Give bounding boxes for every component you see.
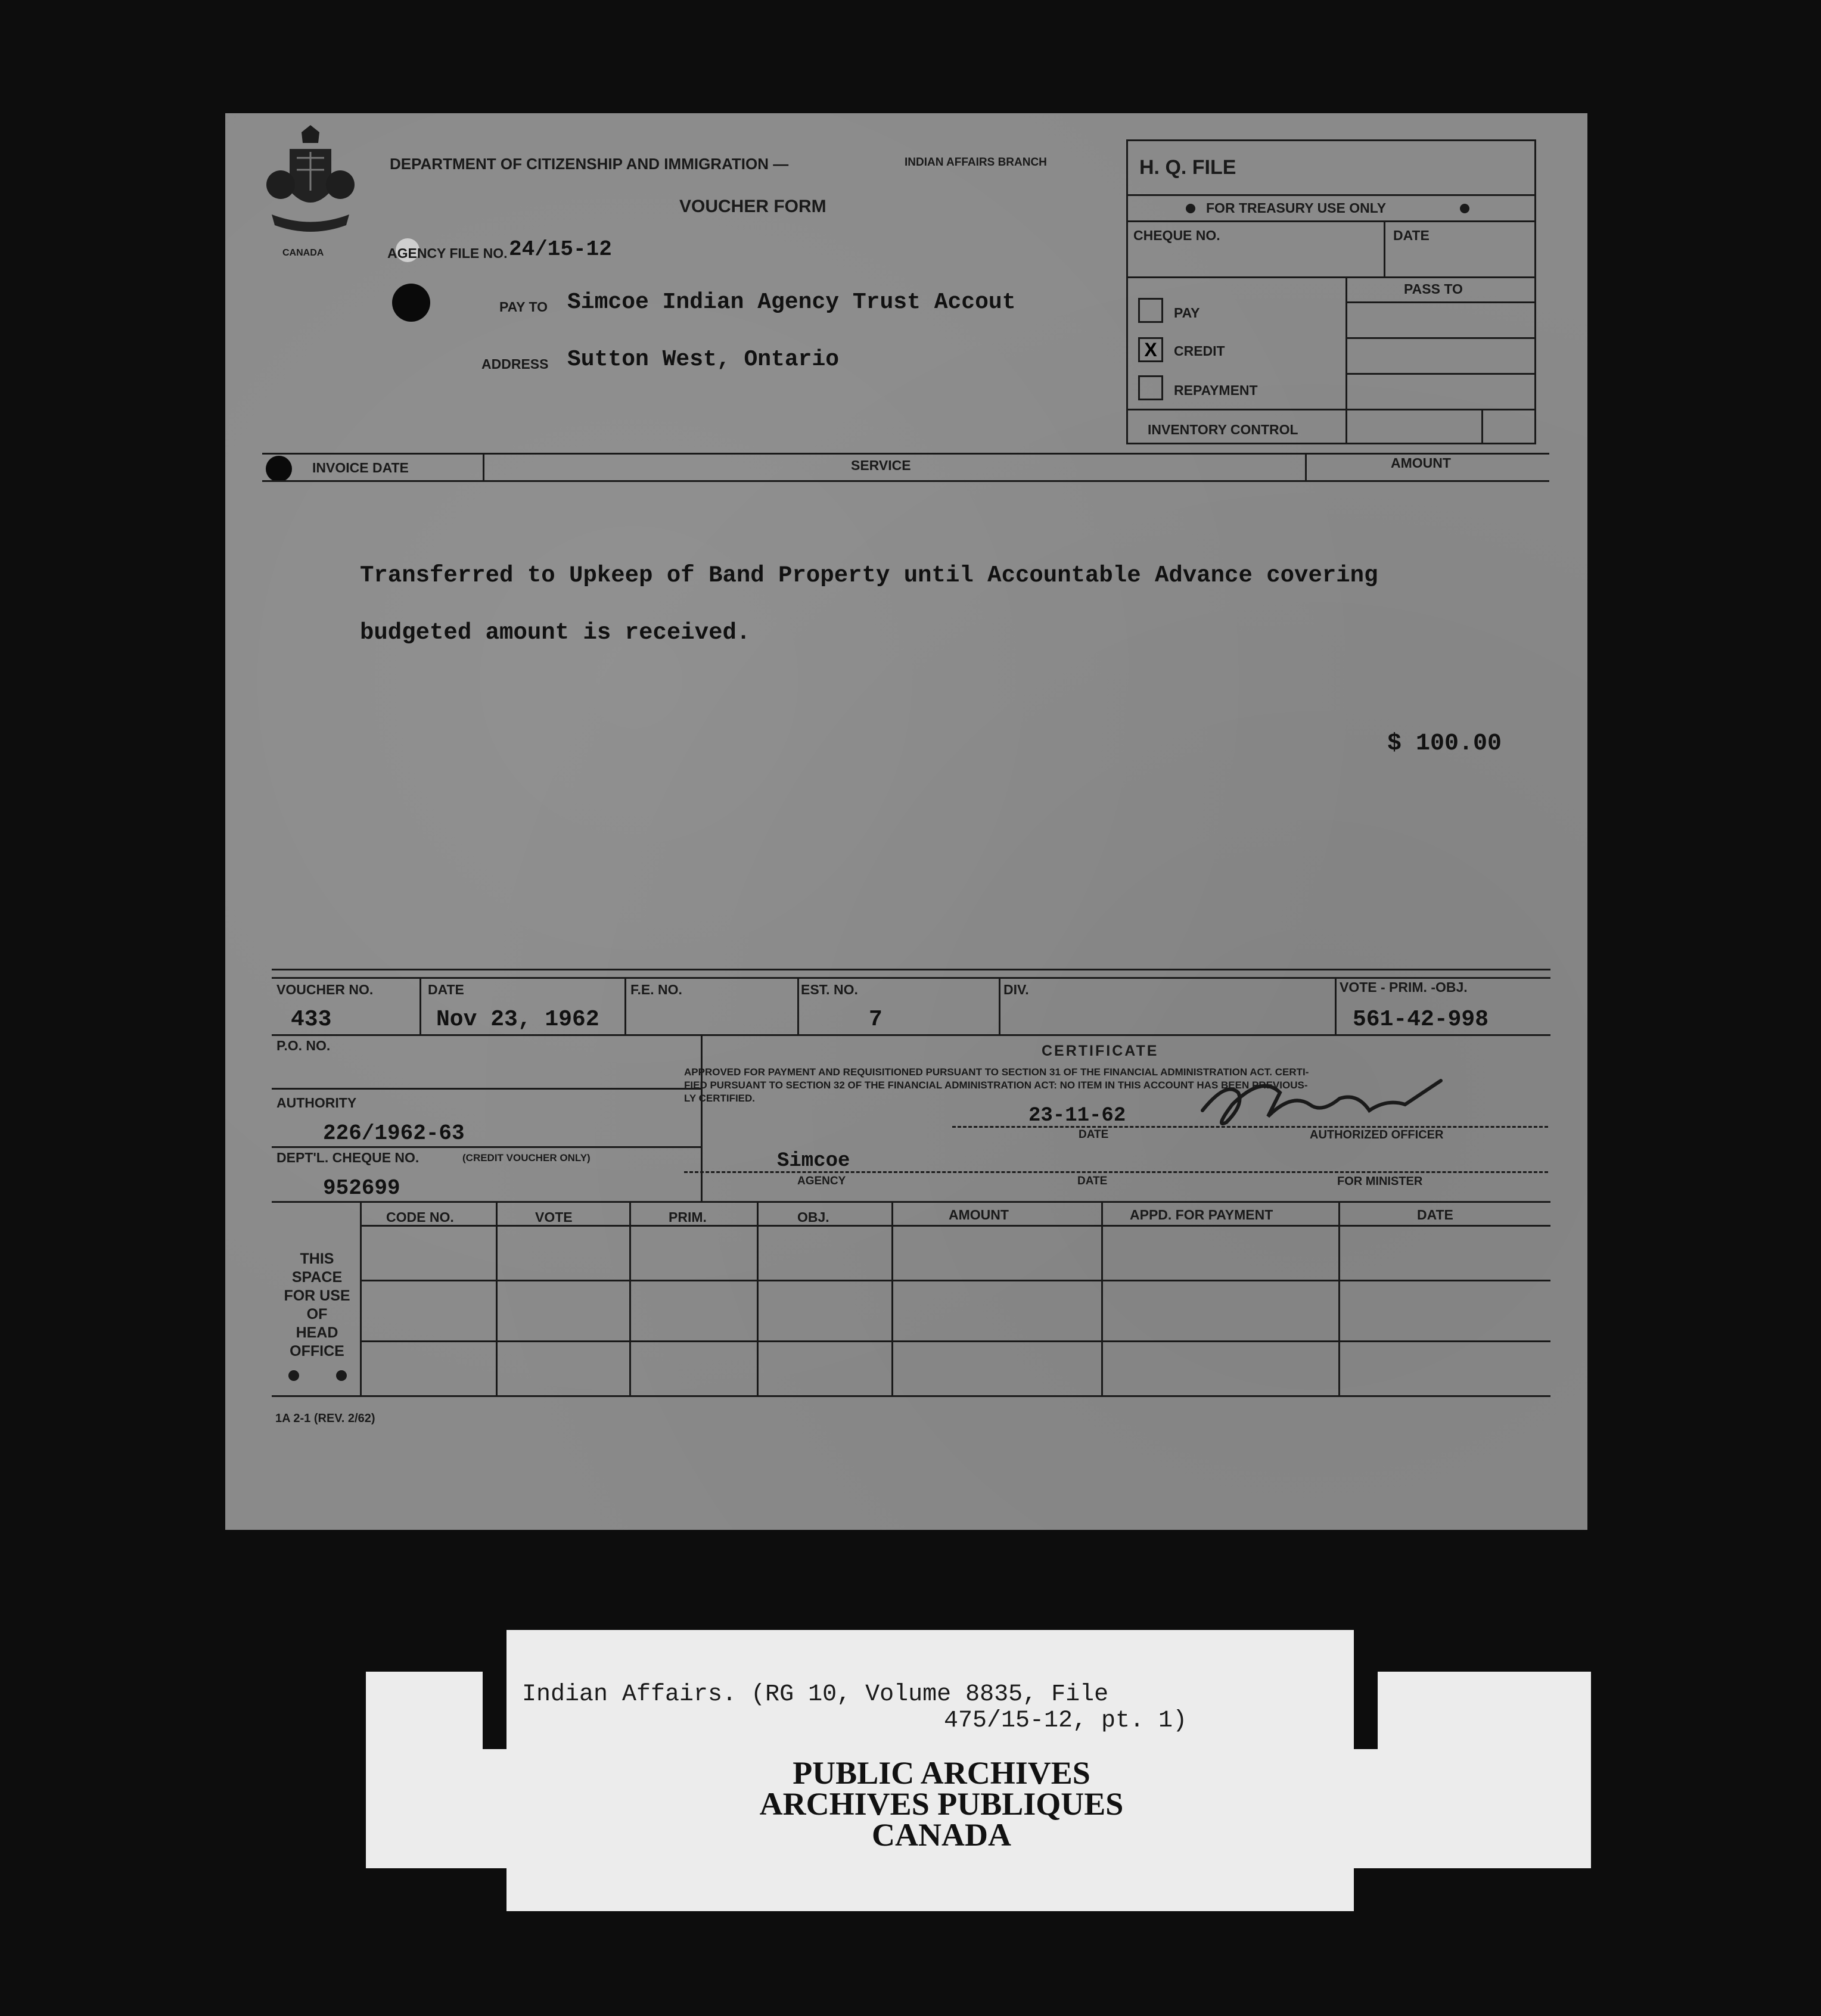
dept-cheque-label: DEPT'L. CHEQUE NO. (276, 1150, 419, 1165)
voucher-no-label: VOUCHER NO. (276, 982, 374, 997)
agency-label: AGENCY (797, 1175, 846, 1187)
service-description-line2: budgeted amount is received. (360, 620, 751, 646)
bullet-icon (1186, 204, 1195, 213)
service-description-line1: Transferred to Upkeep of Band Property until Accountable Advance covering (360, 562, 1378, 589)
service-header: SERVICE (851, 458, 911, 473)
hq-file-title: H. Q. FILE (1139, 156, 1236, 179)
amount-header: AMOUNT (1391, 455, 1451, 471)
address-value: Sutton West, Ontario (567, 347, 840, 372)
certificate-text-1: APPROVED FOR PAYMENT AND REQUISITIONED PURSUANT TO SECTION 31 OF THE FINANCIAL ADMINISTRATION ACT. CERTI- (684, 1066, 1309, 1078)
pay-to-value: Simcoe Indian Agency Trust Accout (567, 290, 1016, 315)
date-value: Nov 23, 1962 (436, 1007, 599, 1032)
pay-checkbox (1138, 298, 1163, 323)
dept-cheque-value: 952699 (323, 1176, 400, 1200)
punch-hole (392, 284, 430, 322)
hq-file-box (1126, 139, 1536, 444)
code-no-header: CODE NO. (386, 1209, 454, 1225)
coat-of-arms-icon (266, 125, 355, 250)
form-code: 1A 2-1 (REV. 2/62) (275, 1412, 375, 1425)
repayment-checkbox (1138, 375, 1163, 400)
credit-checkbox: X (1138, 337, 1163, 362)
archive-title-3: CANADA (872, 1817, 1011, 1853)
est-no-value: 7 (869, 1007, 882, 1032)
ho-date-header: DATE (1417, 1207, 1453, 1222)
for-minister-label: FOR MINISTER (1337, 1175, 1423, 1188)
card-notch (483, 1672, 506, 1749)
ho-amount-header: AMOUNT (949, 1207, 1009, 1222)
vote-prim-obj-label: VOTE - PRIM. -OBJ. (1340, 979, 1468, 995)
bullet-icon (288, 1370, 299, 1381)
agency-file-value: 24/15-12 (509, 237, 612, 262)
obj-header: OBJ. (797, 1209, 829, 1225)
prim-header: PRIM. (669, 1209, 707, 1225)
address-label: ADDRESS (481, 356, 549, 372)
pass-to-label: PASS TO (1404, 281, 1463, 297)
card-notch (1354, 1672, 1378, 1749)
archive-title-1: PUBLIC ARCHIVES (793, 1755, 1090, 1791)
branch-name: INDIAN AFFAIRS BRANCH (905, 156, 1047, 169)
crest-caption: CANADA (282, 248, 324, 258)
punch-hole (266, 456, 292, 482)
certificate-date-label-2: DATE (1077, 1175, 1108, 1187)
cheque-no-label: CHEQUE NO. (1133, 228, 1220, 243)
bullet-icon (1460, 204, 1469, 213)
appd-for-payment-header: APPD. FOR PAYMENT (1130, 1207, 1273, 1222)
hq-date-label: DATE (1393, 228, 1430, 243)
certificate-date-value: 23-11-62 (1028, 1105, 1126, 1127)
authority-label: AUTHORITY (276, 1095, 357, 1110)
pay-to-label: PAY TO (499, 299, 548, 315)
certificate-text-2: FIED PURSUANT TO SECTION 32 OF THE FINANCIAL ADMINISTRATION ACT: NO ITEM IN THIS ACCOUNT HAS BEEN PREVIOUS- (684, 1079, 1308, 1091)
department-name: DEPARTMENT OF CITIZENSHIP AND IMMIGRATION — (390, 155, 789, 173)
div-label: DIV. (1003, 982, 1029, 997)
inventory-control-label: INVENTORY CONTROL (1148, 422, 1298, 437)
credit-label: CREDIT (1174, 343, 1225, 359)
archive-title-2: ARCHIVES PUBLIQUES (759, 1786, 1124, 1822)
authority-value: 226/1962-63 (323, 1121, 465, 1146)
certificate-title: CERTIFICATE (1042, 1043, 1159, 1059)
repayment-label: REPAYMENT (1174, 382, 1258, 398)
voucher-document (225, 113, 1587, 1530)
agency-value: Simcoe (777, 1150, 850, 1172)
invoice-date-header: INVOICE DATE (312, 460, 409, 475)
treasury-label: FOR TREASURY USE ONLY (1206, 200, 1387, 216)
voucher-no-value: 433 (291, 1007, 332, 1032)
fe-no-label: F.E. NO. (630, 982, 682, 997)
pay-label: PAY (1174, 305, 1200, 321)
service-amount: $ 100.00 (1387, 730, 1502, 757)
credit-voucher-only-note: (CREDIT VOUCHER ONLY) (462, 1152, 591, 1163)
certificate-text-3: LY CERTIFIED. (684, 1093, 756, 1104)
po-no-label: P.O. NO. (276, 1038, 331, 1053)
agency-file-label: AGENCY FILE NO. (387, 245, 508, 261)
archive-reference-line1: Indian Affairs. (RG 10, Volume 8835, File (522, 1681, 1109, 1708)
archive-reference-line2: 475/15-12, pt. 1) (944, 1707, 1188, 1734)
form-title: VOUCHER FORM (679, 197, 826, 216)
signature-icon (1191, 1069, 1453, 1134)
date-label: DATE (428, 982, 464, 997)
head-office-side-label: THIS SPACE FOR USE OF HEAD OFFICE (284, 1250, 350, 1359)
vote-header: VOTE (535, 1209, 573, 1225)
certificate-date-label: DATE (1079, 1128, 1109, 1141)
authorized-officer-label: AUTHORIZED OFFICER (1310, 1128, 1444, 1141)
bullet-icon (336, 1370, 347, 1381)
vote-prim-obj-value: 561-42-998 (1353, 1007, 1489, 1032)
est-no-label: EST. NO. (801, 982, 858, 997)
